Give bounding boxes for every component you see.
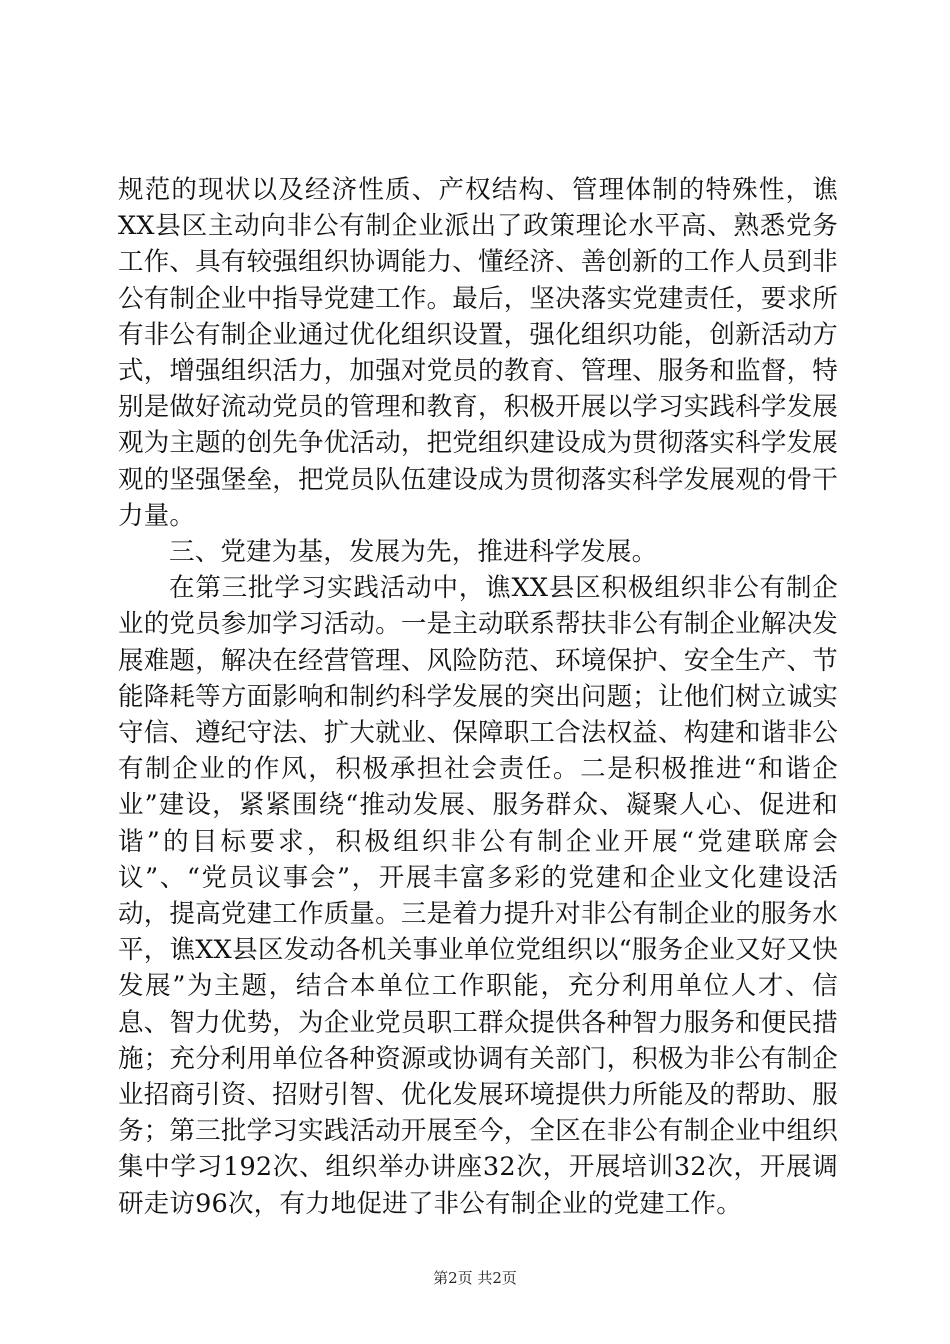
document-body [118, 172, 838, 1222]
page-number-footer: 第2页 共2页 [433, 1269, 517, 1287]
section-heading: 三、党建为基，发展为先，推进科学发展。 [169, 537, 658, 568]
paragraph-body: 在第三批学习实践活动中，谯XX县区积极组织非公有制企业的党员参加学习活动。一是主动联系帮扶非公有制企业解决发展难题，解决在经营管理、风险防范、环境保护、安全生产、节能降耗等方面影响和制约科学发展的突出问题；让他们树立诚实守信、遵纪守法、扩大就业、保障职工合法权益、构建和谐非公有制企业的作风，积极承担社会责任。二是积极推进“和谐企业”建设，紧紧围绕“推动发展、服务群众、凝聚人心、促进和谐”的目标要求，积极组织非公有制企业开展“党建联席会议”、“党员议事会”，开展丰富多彩的党建和企业文化建设活动，提高党建工作质量。三是着力提升对非公有制企业的服务水平，谯XX县区发动各机关事业单位党组织以“服务企业又好又快发展”为主题，结合本单位工作职能，充分利用单位人才、信息、智力优势，为企业党员职工群众提供各种智力服务和便民措施；充分利用单位各种资源或协调有关部门，积极为非公有制企业招商引资、招财引智、优化发展环境提供力所能及的帮助、服务；第三批学习实践活动开展至今，全区在非公有制企业中组织集中学习192次、组织举办讲座32次，开展培训32次，开展调研走访96次，有力地促进了非公有制企业的党建工作。 [118, 573, 838, 1219]
paragraph-continuation: 规范的现状以及经济性质、产权结构、管理体制的特殊性，谯XX县区主动向非公有制企业派出了政策理论水平高、熟悉党务工作、具有较强组织协调能力、懂经济、善创新的工作人员到非公有制企业中指导党建工作。最后，坚决落实党建责任，要求所有非公有制企业通过优化组织设置，强化组织功能，创新活动方式，增强组织活力，加强对党员的教育、管理、服务和监督，特别是做好流动党员的管理和教育，积极开展以学习实践科学发展观为主题的创先争优活动，把党组织建设成为贯彻落实科学发展观的坚强堡垒，把党员队伍建设成为贯彻落实科学发展观的骨干力量。 [118, 175, 838, 531]
